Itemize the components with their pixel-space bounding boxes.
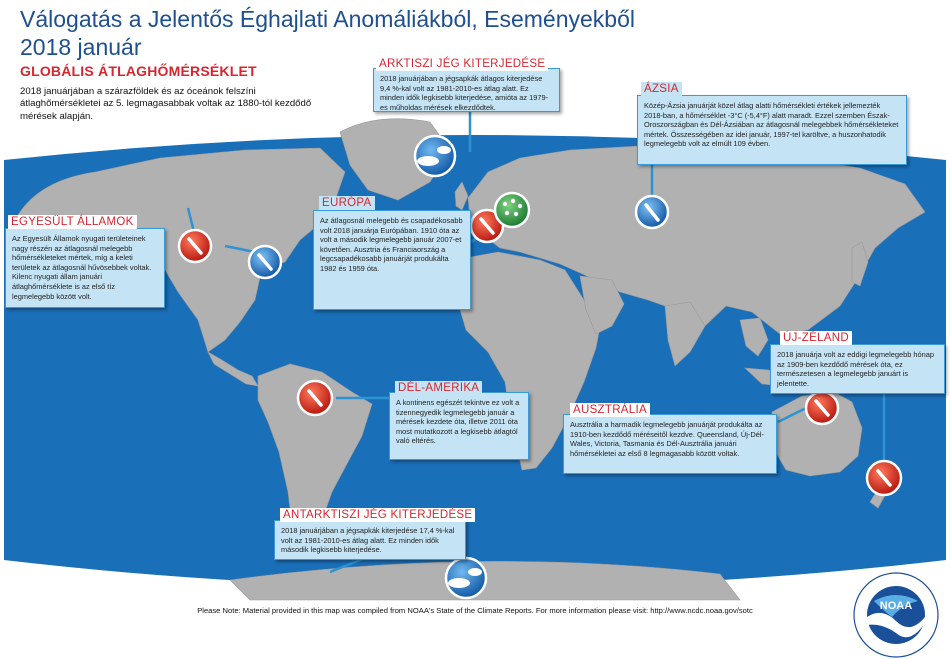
usa-title: EGYESÜLT ÁLLAMOK [8, 215, 137, 229]
antarctic-title: ANTARKTISZI JÉG KITERJEDÉSE [280, 508, 475, 522]
map-date: 2018 január [20, 34, 142, 60]
new-zealand-callout [770, 344, 945, 394]
cold-thermometer-icon [636, 196, 668, 228]
new-zealand-text: 2018 januárja volt az eddigi legmelegebb hónap az 1909-ben kezdődő mérések óta, ez természetesen a legmelegebb januárt is jelentette. [777, 350, 934, 388]
noaa-logo-text: NOAA [879, 600, 913, 612]
warm-thermometer-icon [806, 392, 838, 424]
australia-callout [563, 414, 777, 474]
usa-text: Az Egyesült Államok nyugati területeinek nagy részén az átlagosnál melegebb hőmérsékleteket mértek, míg a keleti területek az átlagosnál hűvösebbek voltak. Kilenc nyugati állam januári átlaghőmérséklete is az első tíz legmelegebb között volt. [12, 234, 152, 301]
arctic-callout [373, 68, 560, 112]
arctic-text: 2018 januárjában a jégsapkák átlagos kiterjedése 9,4 %-kal volt az 1981-2010-es átlag alatt. Ez minden idők legkisebb kiterjedése, amióta az 1979-es műholdas mérések elkezdődtek. [380, 74, 549, 112]
warm-thermometer-icon [179, 230, 211, 262]
arctic-title: ARKTISZI JÉG KITERJEDÉSE [376, 57, 548, 71]
precipitation-icon [495, 193, 529, 227]
asia-title: ÁZSIA [641, 82, 682, 96]
antarctic-text: 2018 januárjában a jégsapkák kiterjedése 17,4 %-kal volt az 1981-2010-es átlag alatt. Ez minden idők második legkisebb kiterjedése. [281, 526, 455, 555]
south-america-text: A kontinens egészét tekintve ez volt a tizennegyedik legmelegebb január a mérések kezdete óta, illetve 2011 óta most mutatkozott a legkisebb átlagtól való eltérés. [396, 398, 520, 446]
europe-callout [313, 210, 471, 310]
global-temperature-heading: GLOBÁLIS ÁTLAGHŐMÉRSÉKLET [20, 63, 257, 79]
sea-ice-icon [415, 136, 455, 176]
sea-ice-icon [446, 558, 486, 598]
asia-text: Közép-Ázsia januárját közel átlag alatti hőmérsékleti értékek jellemezték 2018-ban, a hőmérséklet -3°C (-5,4°F) alatt maradt. Ezzel szemben Észak-Oroszországban és Dél-Ázsiában az átlagosnál melegebbek hőmérsékleteket mértek. Összességében az idei január, 1997-tel karöltve, a huszonhatodik legmelegebb volt az elmúlt 109 évben. [644, 101, 899, 149]
australia-text: Ausztrália a harmadik legmelegebb januárját produkálta az 1910-ben kezdődő méréseitől kezdve. Queensland, Új-Dél-Wales, Victoria, Tasmania és Dél-Ausztrália januári hőmérsékletei az első 8 legmagasabb között voltak. [570, 420, 764, 458]
map-title: Válogatás a Jelentős Éghajlati Anomáliákból, Eseményekből [20, 6, 635, 32]
warm-thermometer-icon [298, 381, 332, 415]
south-america-callout [389, 392, 529, 460]
usa-callout [5, 228, 165, 308]
europe-text: Az átlagosnál melegebb és csapadékosabb volt 2018 januárja Európában. 1910 óta az volt a második legmelegebb január 2007-et követően. Ausztria és Franciaország a legcsapadékosabb januárját produkálta 1982 és 1959 óta. [320, 216, 463, 273]
cold-thermometer-icon [249, 246, 281, 278]
antarctic-callout [274, 520, 466, 560]
europe-title: EURÓPA [319, 196, 375, 210]
south-america-title: DÉL-AMERIKA [395, 381, 482, 395]
global-temperature-text: 2018 januárjában a szárazföldek és az óceánok felszíni átlaghőmérsékletei az 5. legmagasabbak voltak az 1880-tól kezdődő mérések alapján. [20, 86, 312, 122]
asia-callout [637, 95, 907, 165]
source-note: Please Note: Material provided in this map was compiled from NOAA's State of the Climate Reports. For more information please visit: http://www.ncdc.noaa.gov/sotc [197, 606, 753, 615]
warm-thermometer-icon [867, 461, 901, 495]
new-zealand-title: ÚJ-ZÉLAND [780, 331, 852, 345]
australia-title: AUSZTRÁLIA [570, 403, 650, 417]
